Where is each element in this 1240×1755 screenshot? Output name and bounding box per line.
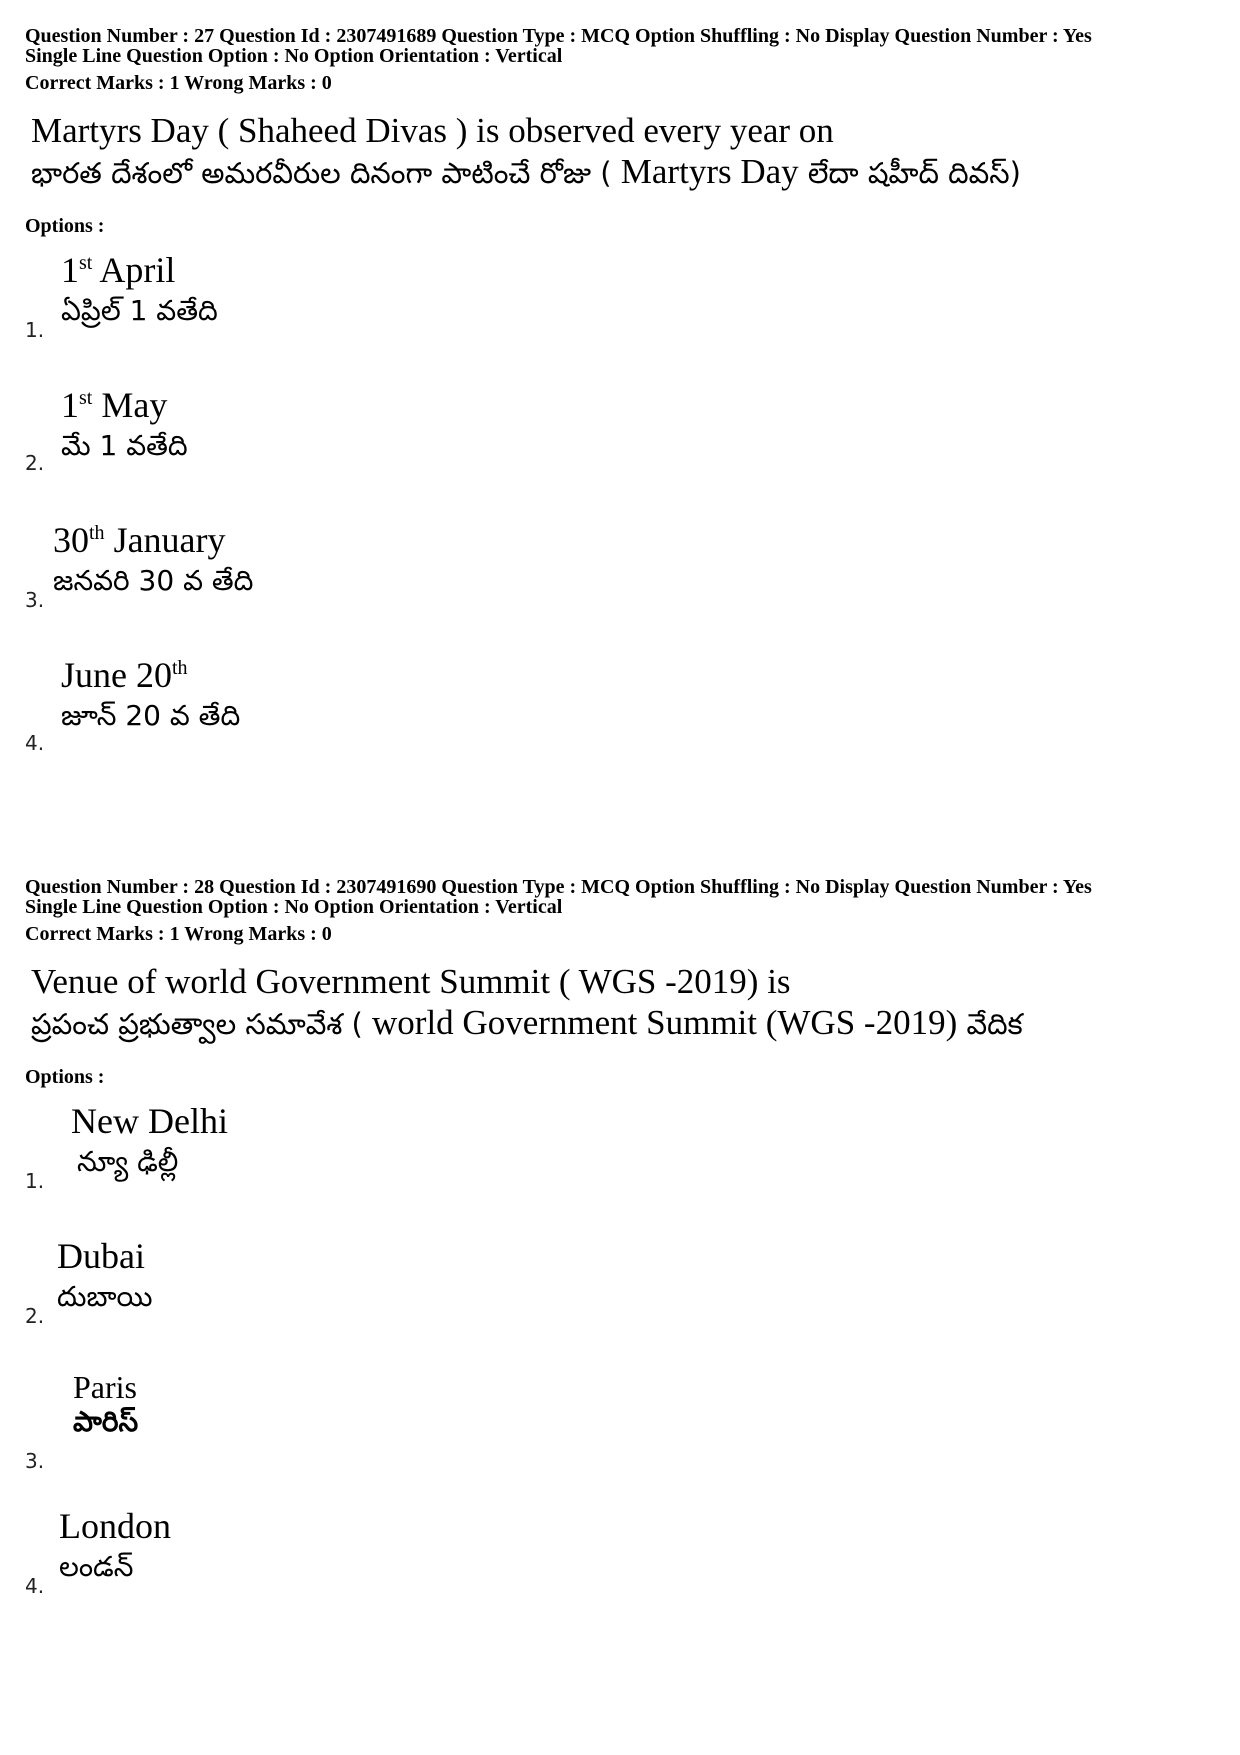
option-1[interactable] <box>25 248 1215 383</box>
question-meta-line2: Single Line Question Option : No Option Orientation : Vertical <box>25 45 563 67</box>
question-text-telugu <box>31 151 1215 194</box>
question-28-block <box>25 877 1215 1639</box>
option-english <box>71 1099 228 1143</box>
option-telugu: లండన్ <box>59 1550 134 1583</box>
option-english-sup: th <box>89 522 105 544</box>
option-3[interactable] <box>25 518 1215 653</box>
options-list <box>25 248 1215 788</box>
option-telugu: మే 1 వతేది <box>61 429 188 462</box>
question-marks: Correct Marks : 1 Wrong Marks : 0 <box>25 72 332 94</box>
question-meta-line1: Question Number : 28 Question Id : 2307491690 Question Type : MCQ Option Shuffling : No Display Question Number : Yes <box>25 876 1092 898</box>
option-english-main: New Delhi <box>71 1101 228 1141</box>
option-english <box>73 1369 138 1405</box>
option-4[interactable] <box>25 653 1215 788</box>
question-text-english: Martyrs Day ( Shaheed Divas ) is observed every year on <box>31 111 834 150</box>
option-english-tail: January <box>104 520 226 560</box>
option-number: 1. <box>25 1169 45 1193</box>
option-english <box>61 248 218 292</box>
options-label: Options : <box>25 1066 105 1088</box>
option-content <box>61 383 188 465</box>
question-text-telugu-english-part: Martyrs Day <box>620 152 799 191</box>
option-2[interactable] <box>25 383 1215 518</box>
option-english-sup: st <box>79 387 93 409</box>
option-content <box>73 1369 138 1439</box>
option-english <box>53 518 253 562</box>
option-english-sup: st <box>79 252 93 274</box>
question-text-telugu-tail: వేదిక <box>957 1007 1023 1041</box>
option-content <box>61 653 240 735</box>
question-text-english: Venue of world Government Summit ( WGS -2019) is <box>31 962 791 1001</box>
option-telugu: న్యూ ఢిల్లీ <box>77 1145 179 1178</box>
option-telugu: పారిస్ <box>73 1405 139 1438</box>
option-content <box>57 1234 152 1316</box>
option-english-main: 1 <box>61 250 79 290</box>
question-text <box>31 962 1215 1045</box>
question-text <box>31 111 1215 194</box>
question-text-telugu-tail: లేదా షహీద్ దివస్) <box>798 156 1021 190</box>
question-text-telugu-part: ప్రపంచ ప్రభుత్వాల సమావేశ ( <box>31 1007 373 1041</box>
option-telugu: జూన్ 20 వ తేది <box>61 699 241 732</box>
option-telugu: జనవరి 30 వ తేది <box>53 564 254 597</box>
option-english-tail: May <box>92 385 168 425</box>
question-text-telugu <box>31 1002 1215 1045</box>
option-4[interactable] <box>25 1504 1215 1639</box>
option-1[interactable] <box>25 1099 1215 1234</box>
option-english-sup: th <box>172 657 188 679</box>
options-label: Options : <box>25 215 105 237</box>
question-marks: Correct Marks : 1 Wrong Marks : 0 <box>25 923 332 945</box>
option-english-main: Paris <box>73 1369 137 1405</box>
option-content <box>59 1504 171 1586</box>
option-english-main: 30 <box>53 520 89 560</box>
option-telugu: దుబాయి <box>57 1280 153 1313</box>
option-content <box>71 1099 228 1181</box>
options-list <box>25 1099 1215 1639</box>
option-3[interactable] <box>25 1369 1215 1504</box>
option-number: 2. <box>25 1304 45 1328</box>
option-english <box>57 1234 152 1278</box>
option-english-tail: April <box>92 250 176 290</box>
option-english <box>61 383 188 427</box>
question-meta-line2: Single Line Question Option : No Option Orientation : Vertical <box>25 896 563 918</box>
question-27-block <box>25 26 1215 788</box>
question-text-telugu-english-part: world Government Summit (WGS -2019) <box>372 1003 958 1042</box>
option-number: 4. <box>25 1574 45 1598</box>
option-telugu: ఏప్రిల్ 1 వతేది <box>61 294 218 327</box>
option-content <box>61 248 218 330</box>
question-meta-line1: Question Number : 27 Question Id : 2307491689 Question Type : MCQ Option Shuffling : No Display Question Number : Yes <box>25 25 1092 47</box>
option-number: 3. <box>25 588 45 612</box>
option-number: 3. <box>25 1449 45 1473</box>
option-english <box>61 653 240 697</box>
option-english-main: Dubai <box>57 1236 145 1276</box>
option-number: 1. <box>25 318 45 342</box>
question-text-telugu-part: భారత దేశంలో అమరవీరుల దినంగా పాటించే రోజు ( <box>31 156 621 190</box>
option-english <box>59 1504 171 1548</box>
option-number: 2. <box>25 451 45 475</box>
option-english-main: 1 <box>61 385 79 425</box>
option-content <box>53 518 253 600</box>
option-2[interactable] <box>25 1234 1215 1369</box>
option-number: 4. <box>25 731 45 755</box>
option-english-main: London <box>59 1506 171 1546</box>
option-english-main: June 20 <box>61 655 172 695</box>
